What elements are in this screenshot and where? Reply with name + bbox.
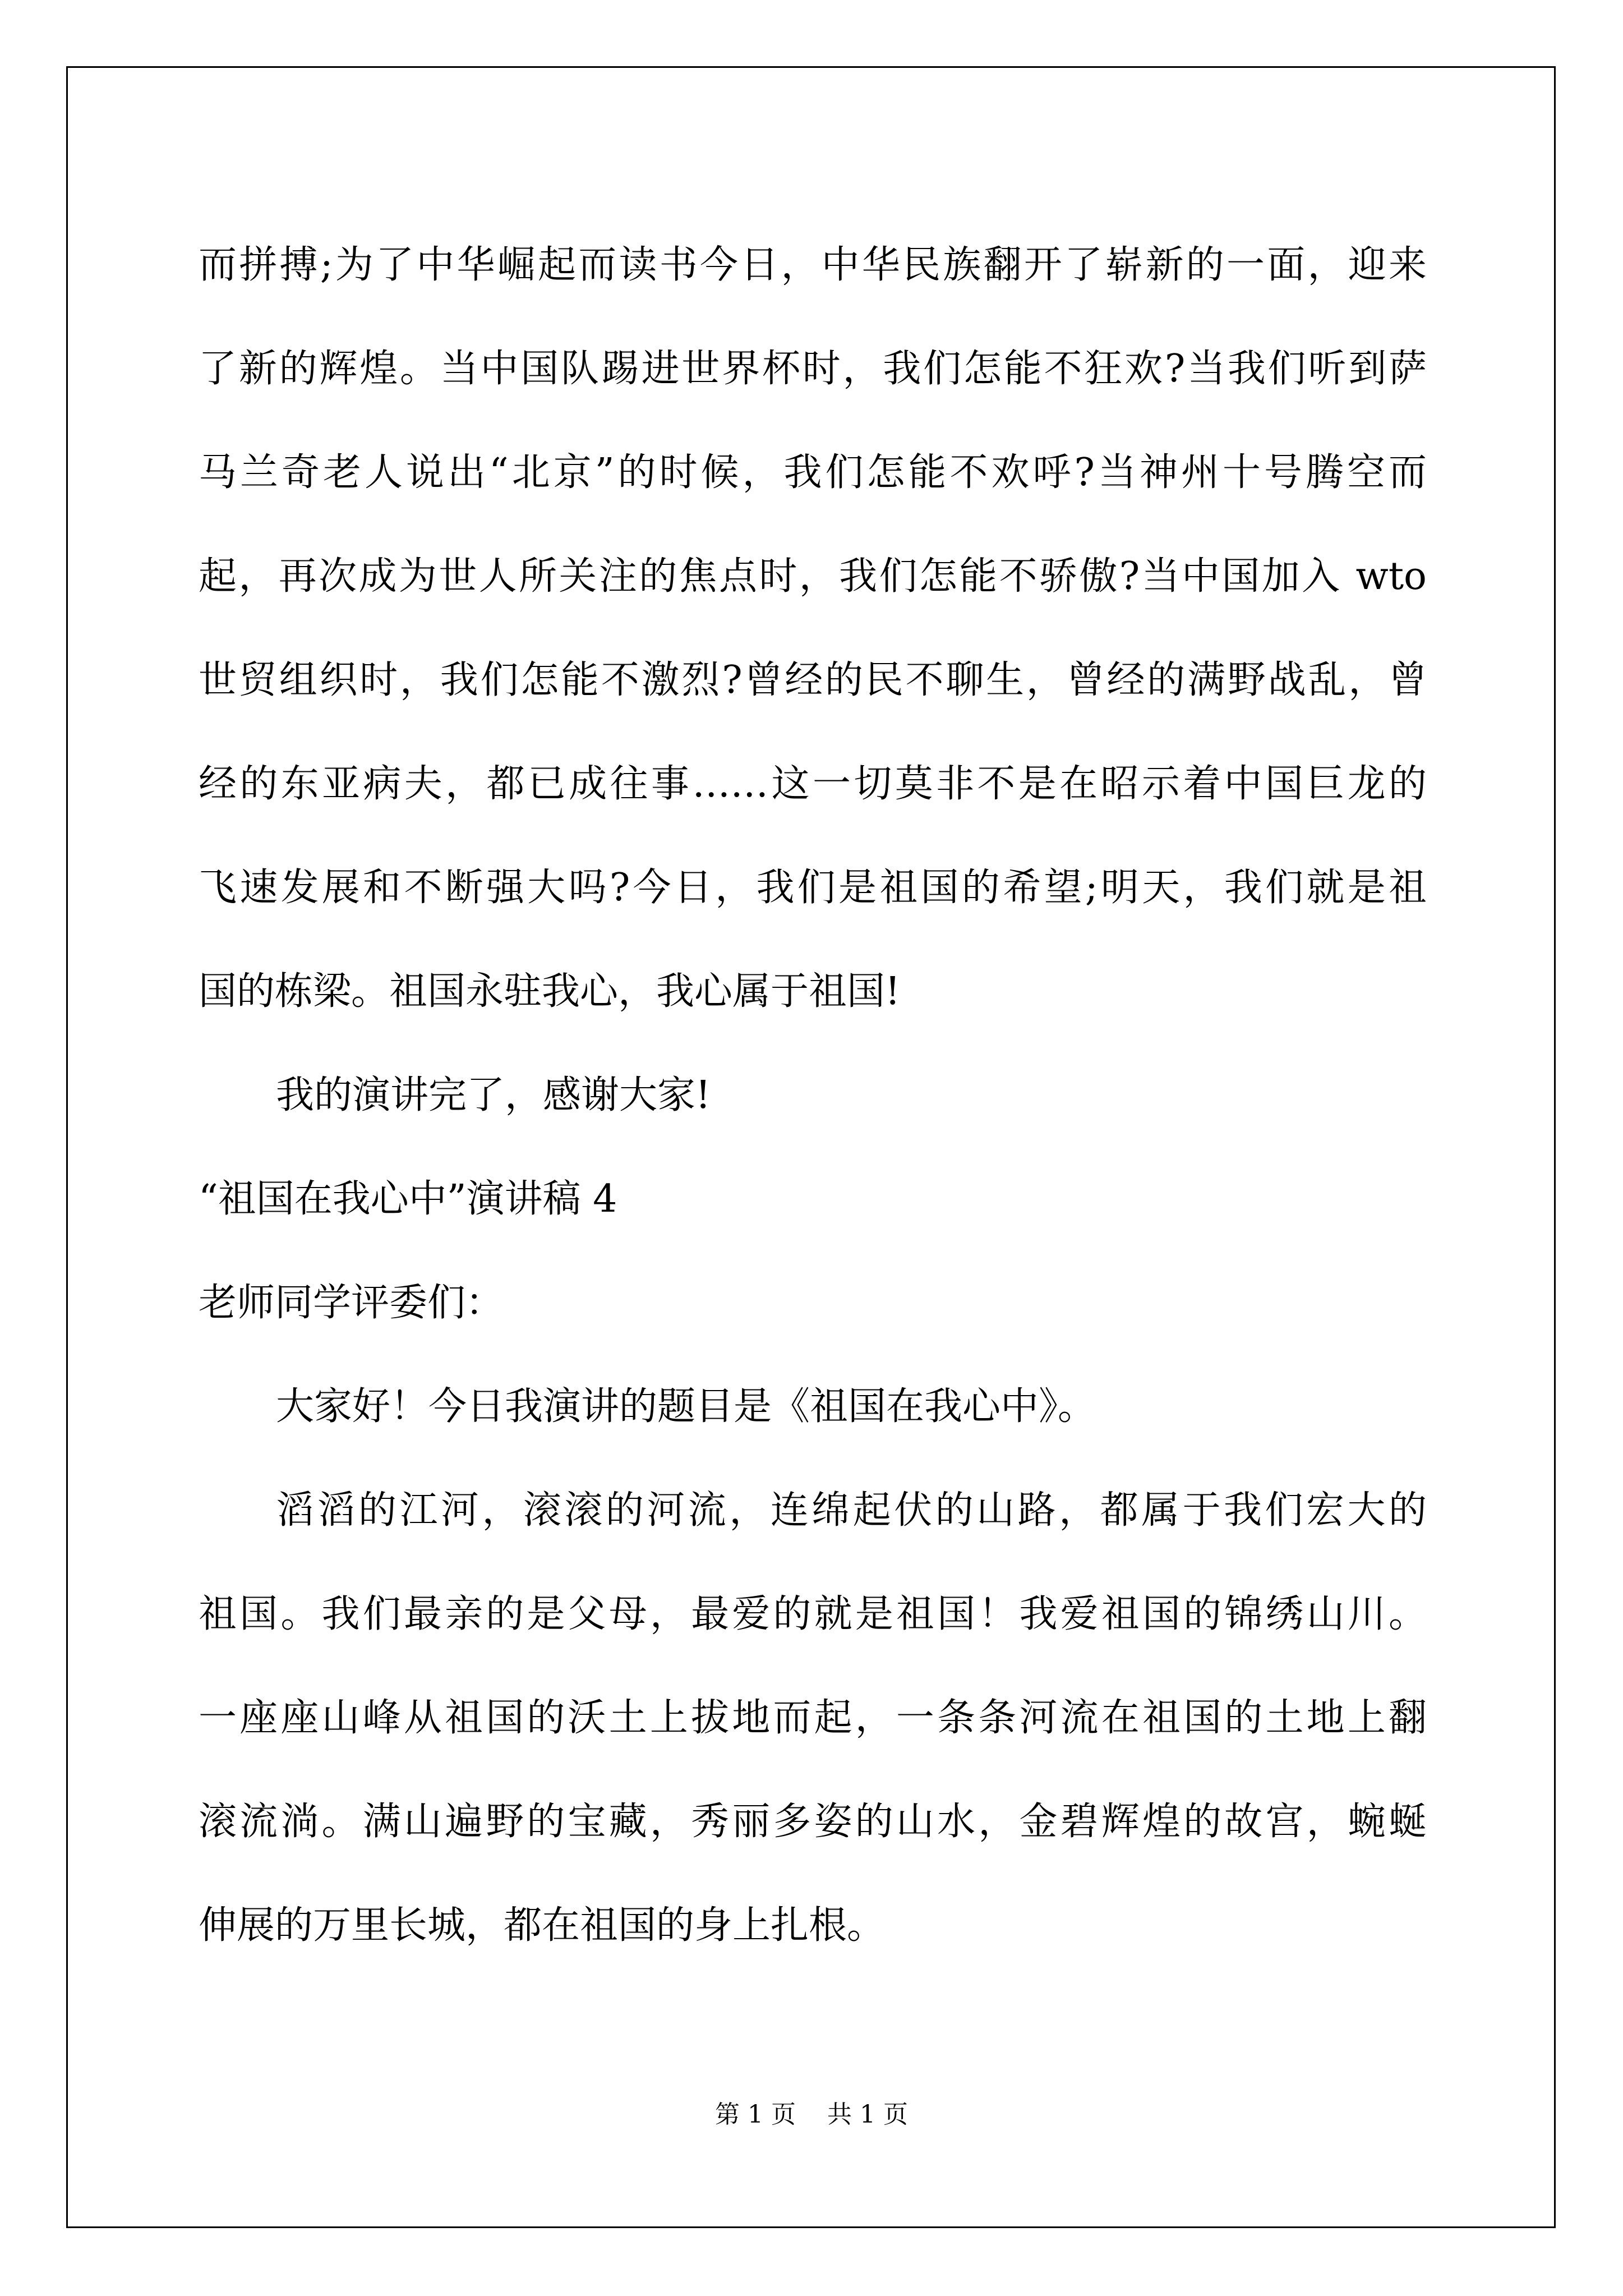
page-footer (0, 2094, 1623, 2130)
text-line: 滚流淌。满山遍野的宝藏，秀丽多姿的山水，金碧辉煌的故宫，蜿蜒 (199, 1800, 1427, 1844)
page-total: 共 1 页 (827, 2100, 908, 2129)
text-line: 了新的辉煌。当中国队踢进世界杯时，我们怎能不狂欢?当我们听到萨 (199, 347, 1427, 391)
text-line: 经的东亚病夫，都已成往事……这一切莫非不是在昭示着中国巨龙的 (199, 762, 1427, 806)
salutation: 老师同学评委们： (199, 1281, 504, 1325)
text-line: 滔滔的江河，滚滚的河流，连绵起伏的山路，都属于我们宏大的 (276, 1488, 1427, 1533)
text-line: 马兰奇老人说出“北京”的时候，我们怎能不欢呼?当神州十号腾空而 (199, 450, 1427, 495)
text-line: 大家好！今日我演讲的题目是《祖国在我心中》。 (276, 1384, 1096, 1429)
text-line: 国的栋梁。祖国永驻我心，我心属于祖国! (199, 969, 901, 1014)
document-body (199, 213, 1427, 1977)
text-line: 伸展的万里长城，都在祖国的身上扎根。 (199, 1903, 886, 1948)
closing-line: 我的演讲完了，感谢大家! (276, 1073, 711, 1117)
text-line: 而拼搏;为了中华崛起而读书今日，中华民族翻开了崭新的一面，迎来 (199, 243, 1427, 287)
text-line: 世贸组织时，我们怎能不激烈?曾经的民不聊生，曾经的满野战乱，曾 (199, 658, 1427, 702)
text-line: 飞速发展和不断强大吗?今日，我们是祖国的希望;明天，我们就是祖 (199, 866, 1427, 910)
section-heading: “祖国在我心中”演讲稿 4 (199, 1177, 617, 1221)
text-line: 一座座山峰从祖国的沃土上拔地而起，一条条河流在祖国的土地上翻 (199, 1696, 1427, 1740)
text-line: 起，再次成为世人所关注的焦点时，我们怎能不骄傲?当中国加入 wto (199, 554, 1427, 599)
page-number: 第 1 页 (715, 2100, 796, 2129)
text-line: 祖国。我们最亲的是父母，最爱的就是祖国！我爱祖国的锦绣山川。 (199, 1592, 1427, 1636)
